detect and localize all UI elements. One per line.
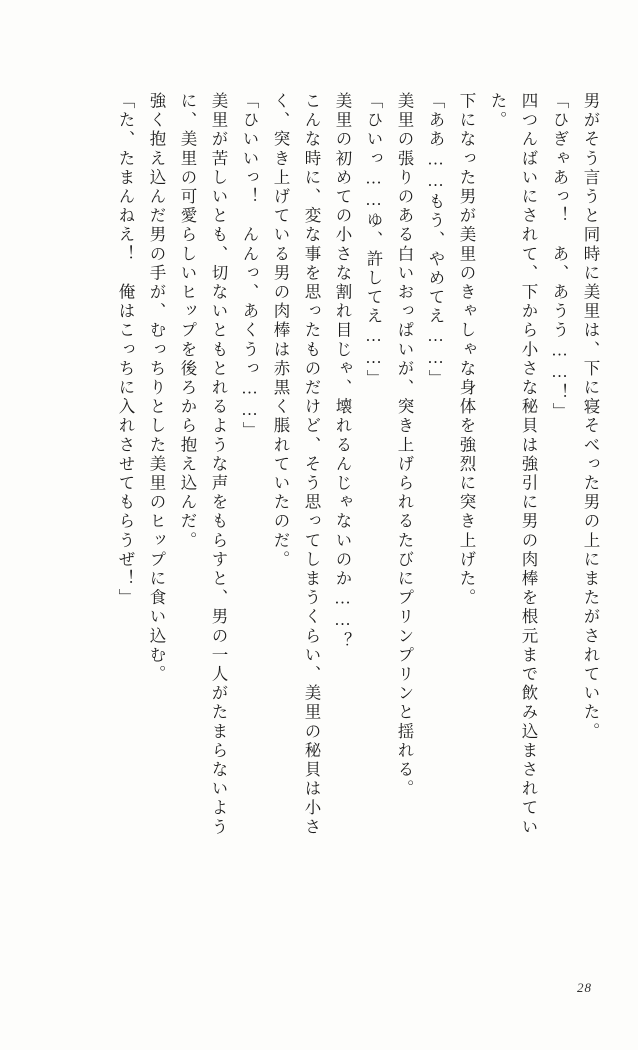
- text-column: く、突き上げている男の肉棒は赤黒く脹れていたのだ。: [271, 92, 290, 570]
- text-column: 「ひいっ……ゆ、許してえ……」: [364, 92, 383, 389]
- text-column: 男がそう言うと同時に美里は、下に寝そべった男の上にまたがされていた。: [581, 92, 600, 742]
- page-number: 28: [577, 980, 592, 995]
- text-column: 「ひいいっ！ んんっ、あくうっ……」: [240, 92, 259, 441]
- text-column: に、美里の可愛らしいヒップを後ろから抱え込んだ。: [178, 92, 197, 551]
- text-column: 美里の張りのある白いおっぱいが、突き上げられるたびにプリンプリンと揺れる。: [395, 92, 414, 799]
- text-column: 「た、たまんねえ！ 俺はこっちに入れさせてもらうぜ！」: [116, 92, 135, 608]
- text-column: 下になった男が美里のきゃしゃな身体を強烈に突き上げた。: [457, 92, 476, 608]
- text-column: 「ああ……もう、やめてえ……」: [426, 92, 445, 389]
- text-column: 美里の初めての小さな割れ目じゃ、壊れるんじゃないのか……？: [333, 92, 352, 651]
- text-column: 美里が苦しいとも、切ないともとれるような声をもらすと、男の一人がたまらないよう: [209, 92, 228, 837]
- text-column: 「ひぎゃあっ！ あ、あうう……！」: [550, 92, 569, 422]
- text-column: 強く抱え込んだ男の手が、むっちりとした美里のヒップに食い込む。: [147, 92, 166, 685]
- vertical-text-block: [38, 92, 598, 912]
- text-column: こんな時に、変な事を思ったものだけど、そう思ってしまうくらい、美里の秘貝は小さ: [302, 92, 321, 837]
- text-column: 四つんばいにされて、下から小さな秘貝は強引に男の肉棒を根元まで飲み込まされてい: [519, 92, 538, 837]
- text-column: た。: [488, 92, 507, 131]
